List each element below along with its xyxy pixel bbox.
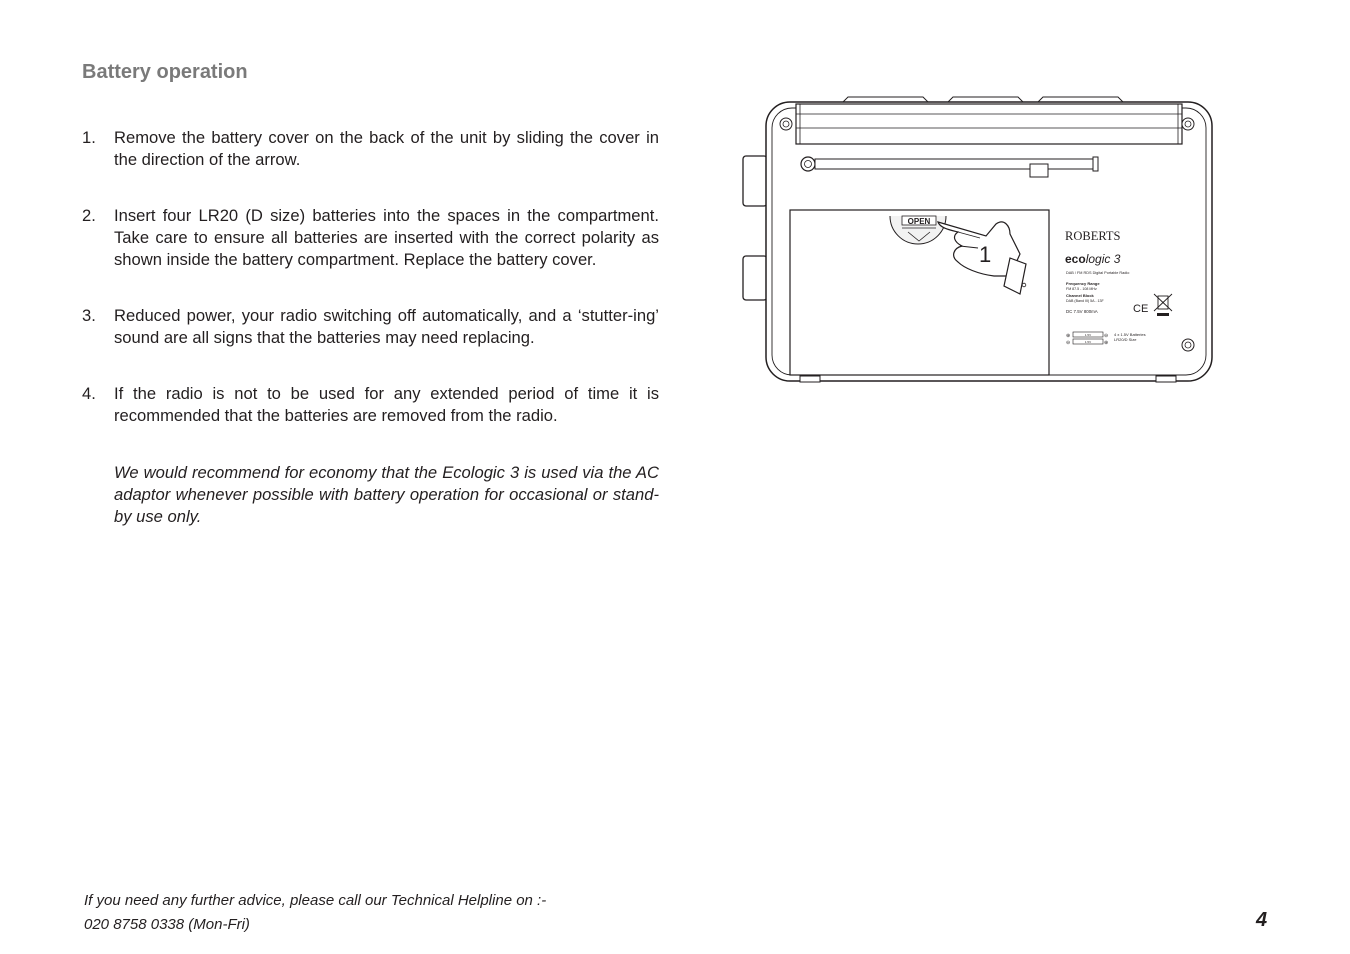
svg-text:⊕: ⊕ xyxy=(1104,340,1109,346)
helpline-text: If you need any further advice, please call our Technical Helpline on :- xyxy=(84,892,547,909)
screw-icon xyxy=(1182,339,1194,351)
svg-text:1.5V: 1.5V xyxy=(1084,333,1092,337)
model-name: ecologic 3 xyxy=(1065,252,1121,266)
step-text: Reduced power, your radio switching off automatically, and a ‘stutter-ing’ sound are all signs that the batteries may need replacing. xyxy=(114,306,659,347)
step-text: If the radio is not to be used for any extended period of time it is recommended that the batteries are removed from the radio. xyxy=(114,384,659,425)
helpline-footer xyxy=(84,889,546,937)
battery-spec: 4 x 1.5V Batteries xyxy=(1114,332,1146,337)
svg-text:⊕: ⊕ xyxy=(1066,333,1071,339)
frequency-value: FM 87.5 - 108 MHz xyxy=(1066,287,1097,291)
economy-note: We would recommend for economy that the Ecologic 3 is used via the AC adaptor whenever possible with battery operation for occasional or stand-by use only. xyxy=(114,463,659,526)
instruction-step xyxy=(82,127,659,171)
helpline-number: 020 8758 0338 (Mon-Fri) xyxy=(84,916,250,933)
rubber-foot xyxy=(1156,376,1176,382)
svg-text:⊖: ⊖ xyxy=(1104,333,1109,339)
channel-value: DAB (Band III) 5A - 13F xyxy=(1066,299,1104,303)
rubber-foot xyxy=(800,376,820,382)
side-knob xyxy=(743,256,767,300)
screw-icon xyxy=(780,118,792,130)
step-number: 1. xyxy=(82,128,96,147)
battery-size: LR20/D Size xyxy=(1114,337,1137,342)
side-knob xyxy=(743,156,767,206)
step-number: 2. xyxy=(82,206,96,225)
power-rating: DC 7.5V 800mA xyxy=(1066,309,1098,314)
step-text: Remove the battery cover on the back of the unit by sliding the cover in the direction of the arrow. xyxy=(114,128,659,169)
ce-mark: CE xyxy=(1133,303,1149,315)
page-title: Battery operation xyxy=(82,61,248,83)
frequency-heading: Frequency Range xyxy=(1066,281,1100,286)
instruction-step xyxy=(82,305,659,349)
page-number: 4 xyxy=(1256,909,1268,931)
brand-name: ROBERTS xyxy=(1065,229,1121,243)
instruction-list xyxy=(82,127,659,461)
open-label: OPEN xyxy=(907,217,931,226)
step-callout-number: 1 xyxy=(979,242,992,267)
step-text: Insert four LR20 (D size) batteries into the spaces in the compartment. Take care to ensure all batteries are inserted with the correct polarity as shown inside the battery compartment. Replace the battery cover. xyxy=(114,206,659,269)
telescopic-antenna xyxy=(815,159,1093,169)
carry-handle xyxy=(796,104,1182,144)
screw-icon xyxy=(1182,118,1194,130)
channel-heading: Channel Block xyxy=(1066,293,1094,298)
antenna-pivot xyxy=(801,157,815,171)
step-number: 3. xyxy=(82,306,96,325)
radio-back-diagram xyxy=(738,96,1218,388)
instruction-step xyxy=(82,205,659,271)
svg-text:⊖: ⊖ xyxy=(1066,340,1071,346)
step-number: 4. xyxy=(82,384,96,403)
product-line: DAB / FM RDS Digital Portable Radio xyxy=(1066,271,1130,275)
svg-text:1.5V: 1.5V xyxy=(1084,340,1092,344)
instruction-step xyxy=(82,383,659,427)
